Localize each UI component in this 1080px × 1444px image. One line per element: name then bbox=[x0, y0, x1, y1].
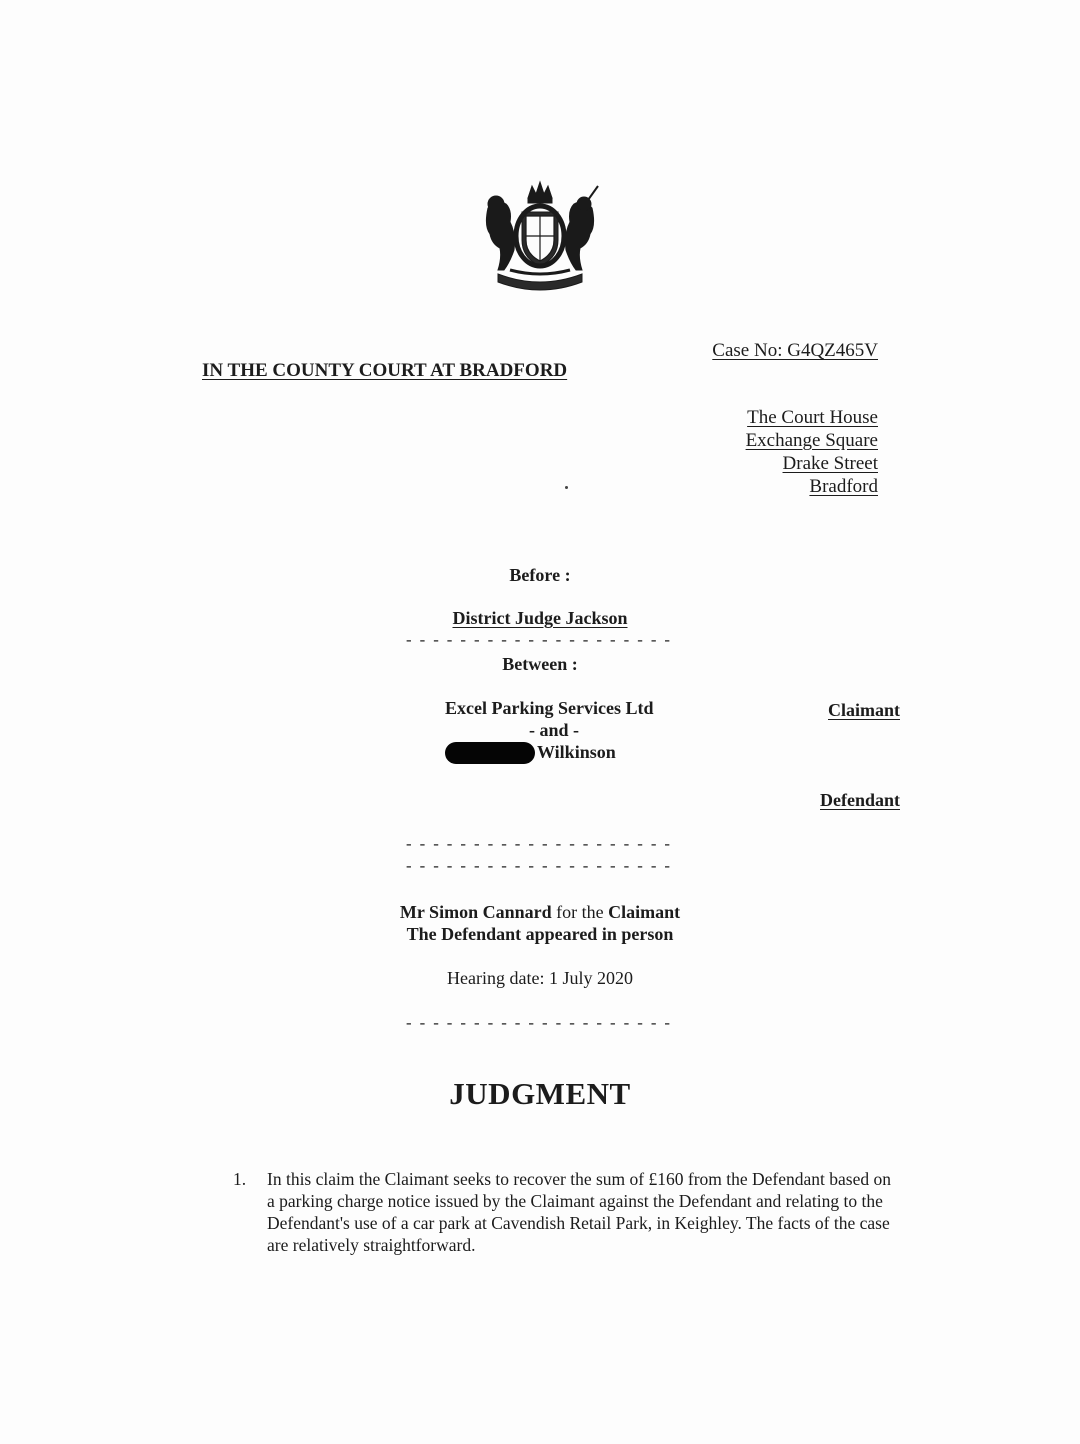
counsel-line bbox=[0, 902, 1080, 923]
address-line: Bradford bbox=[809, 476, 878, 497]
defendant-role-label: Defendant bbox=[820, 790, 900, 810]
separator-line: -------------------- bbox=[403, 836, 677, 854]
paragraph-number: 1. bbox=[233, 1169, 247, 1189]
and-separator: - and - bbox=[529, 720, 580, 740]
between-label: Between : bbox=[502, 654, 578, 674]
address-line: The Court House bbox=[747, 407, 878, 428]
scan-speck bbox=[565, 486, 568, 489]
court-name: IN THE COUNTY COURT AT BRADFORD bbox=[202, 360, 568, 381]
royal-coat-of-arms-icon bbox=[470, 178, 610, 298]
judge-name: District Judge Jackson bbox=[452, 608, 628, 628]
court-address bbox=[746, 406, 878, 498]
defendant-appearance: The Defendant appeared in person bbox=[406, 924, 674, 944]
document-title: JUDGMENT bbox=[449, 1076, 631, 1111]
claimant-name: Excel Parking Services Ltd bbox=[445, 698, 654, 718]
address-line: Drake Street bbox=[782, 453, 878, 474]
hearing-date: Hearing date: 1 July 2020 bbox=[447, 968, 633, 988]
separator-line: -------------------- bbox=[403, 858, 677, 876]
counsel-name: Mr Simon Cannard bbox=[399, 902, 552, 922]
before-label: Before : bbox=[509, 565, 571, 585]
address-line: Exchange Square bbox=[745, 430, 878, 451]
claimant-role-label: Claimant bbox=[828, 700, 900, 720]
paragraph-text: In this claim the Claimant seeks to recover the sum of £160 from the Defendant based on a parking charge notice issued by the Claimant against the Defendant and relating to the Defendant's use of a car park at Cavendish Retail Park, in Keighley. The facts of the case are relatively straightforward. bbox=[267, 1169, 891, 1255]
case-number: Case No: G4QZ465V bbox=[712, 340, 878, 361]
separator-line: -------------------- bbox=[403, 632, 677, 650]
separator-line: -------------------- bbox=[403, 1015, 677, 1033]
defendant-name: Wilkinson bbox=[537, 742, 616, 762]
counsel-for-text: for the bbox=[551, 902, 609, 922]
redaction-mark bbox=[445, 742, 535, 764]
counsel-party: Claimant bbox=[608, 902, 681, 922]
